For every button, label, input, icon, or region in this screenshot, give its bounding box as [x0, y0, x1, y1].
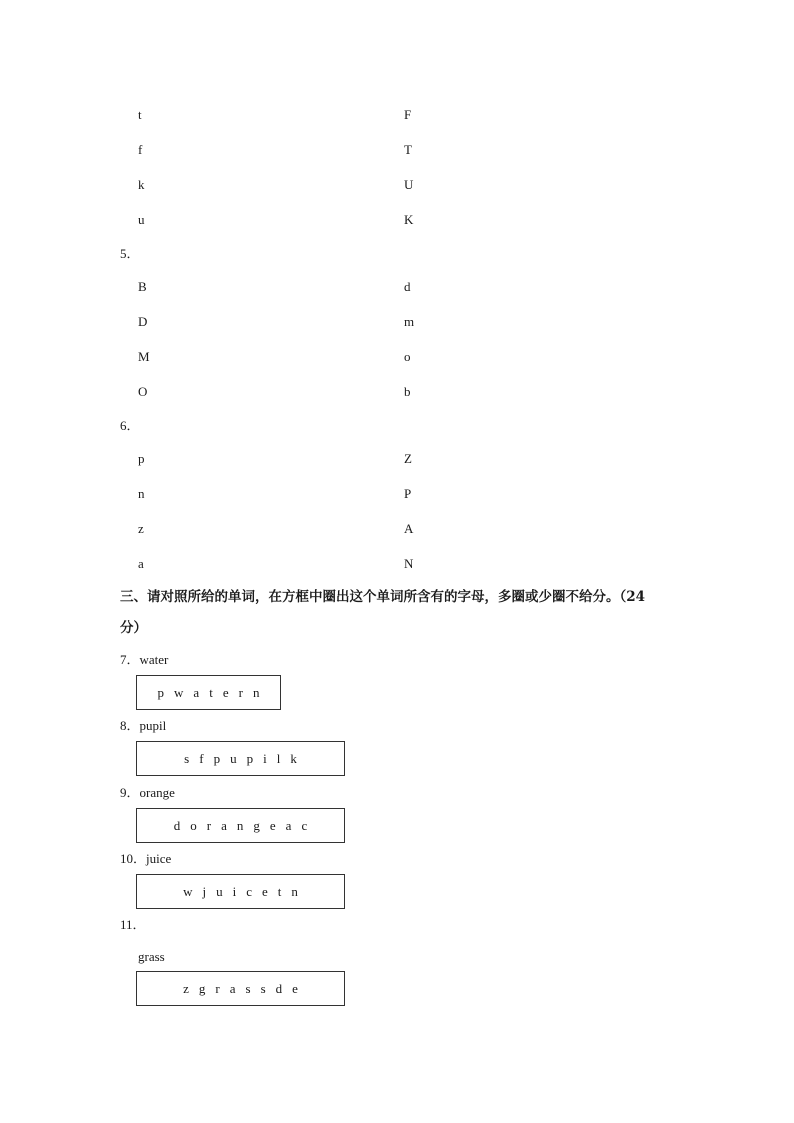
letter-cell[interactable]: j [202, 883, 207, 899]
section-heading: 三、请对照所给的单词，在方框中圈出这个单词所含有的字母，多圈或少圈不给分。（24 [120, 589, 646, 605]
letter-cell[interactable]: w [183, 883, 193, 899]
pair-right-letter: N [404, 556, 414, 571]
letter-cell[interactable]: r [215, 980, 220, 996]
item-number: 8． [120, 718, 140, 733]
letter-row [178, 884, 303, 900]
pair-left-letter: p [138, 451, 145, 466]
letter-cell[interactable]: i [263, 750, 267, 766]
letter-cell[interactable]: r [206, 817, 212, 833]
item-number: 11． [120, 917, 146, 932]
letter-cell[interactable]: o [190, 817, 197, 833]
item-label [120, 652, 168, 668]
letter-cell[interactable]: s [260, 980, 266, 996]
pair-right-letter: d [404, 279, 411, 294]
pair-right-letter: b [404, 384, 411, 399]
pair-left-letter: O [138, 384, 148, 399]
letter-cell[interactable]: e [222, 684, 229, 700]
letter-cell[interactable]: p [246, 750, 254, 766]
pair-right-letter: F [404, 107, 412, 122]
pair-left-letter: f [138, 142, 143, 157]
letter-cell[interactable]: s [245, 980, 251, 996]
item-number: 9． [120, 785, 140, 800]
pair-right-letter: o [404, 349, 411, 364]
letter-cell[interactable]: z [183, 980, 189, 996]
letter-cell[interactable]: r [238, 684, 243, 700]
letter-cell[interactable]: c [246, 883, 252, 899]
letter-row [169, 818, 312, 834]
letter-cell[interactable]: a [221, 817, 227, 833]
letter-box[interactable] [136, 971, 345, 1006]
letter-cell[interactable]: f [199, 750, 204, 766]
pair-left-letter: D [138, 314, 148, 329]
pair-left-letter: n [138, 486, 145, 501]
item-word: water [139, 652, 169, 667]
letter-cell[interactable]: u [216, 883, 223, 899]
letter-box[interactable] [136, 808, 345, 843]
pair-right-letter: K [404, 212, 414, 227]
letter-cell[interactable]: d [275, 980, 283, 996]
letter-cell[interactable]: n [291, 883, 298, 899]
pair-left-letter: B [138, 279, 147, 294]
section-heading-continuation: 分） [120, 620, 147, 636]
pair-left-letter: z [138, 521, 144, 536]
letter-cell[interactable]: g [253, 817, 260, 833]
letter-cell[interactable]: t [277, 883, 282, 899]
letter-box[interactable] [136, 675, 281, 710]
letter-cell[interactable]: i [232, 883, 237, 899]
pair-right-letter: U [404, 177, 414, 192]
letter-cell[interactable]: c [301, 817, 308, 833]
pair-right-letter: T [404, 142, 412, 157]
pair-right-letter: P [404, 486, 412, 501]
letter-cell[interactable]: a [193, 684, 200, 700]
letter-cell[interactable]: t [209, 684, 213, 700]
pair-right-letter: m [404, 314, 415, 329]
item-word: orange [139, 785, 175, 800]
letter-box[interactable] [136, 874, 345, 909]
letter-cell[interactable]: e [292, 980, 298, 996]
pair-left-letter: k [138, 177, 145, 192]
item-word: pupil [139, 718, 167, 733]
letter-cell[interactable]: w [174, 684, 184, 700]
letter-row [178, 981, 303, 997]
pair-left-letter: u [138, 212, 145, 227]
letter-cell[interactable]: p [213, 750, 221, 766]
letter-cell[interactable]: s [184, 750, 190, 766]
letter-cell[interactable]: e [262, 883, 268, 899]
item-label [120, 851, 171, 867]
item-number: 7． [120, 652, 140, 667]
letter-cell[interactable]: p [157, 684, 165, 700]
letter-cell[interactable]: u [230, 750, 237, 766]
item-number: 10． [120, 851, 147, 866]
letter-cell[interactable]: e [269, 817, 276, 833]
letter-box[interactable] [136, 741, 345, 776]
question-number: 5． [120, 246, 140, 261]
item-label [120, 718, 166, 734]
letter-cell[interactable]: d [173, 817, 181, 833]
letter-cell[interactable]: k [290, 750, 297, 766]
pair-left-letter: t [138, 107, 142, 122]
pair-right-letter: A [404, 521, 414, 536]
item-word: grass [138, 949, 165, 964]
letter-cell[interactable]: n [252, 684, 260, 700]
item-word: juice [146, 851, 172, 866]
pair-left-letter: M [138, 349, 150, 364]
letter-cell[interactable]: g [198, 980, 206, 996]
letter-cell[interactable]: n [236, 817, 244, 833]
letter-cell[interactable]: a [229, 980, 236, 996]
question-number: 6． [120, 418, 140, 433]
letter-row [153, 685, 265, 701]
letter-cell[interactable]: a [285, 817, 292, 833]
letter-row [179, 751, 302, 767]
pair-left-letter: a [138, 556, 144, 571]
pair-right-letter: Z [404, 451, 412, 466]
item-label [120, 785, 175, 801]
letter-cell[interactable]: l [276, 750, 281, 766]
